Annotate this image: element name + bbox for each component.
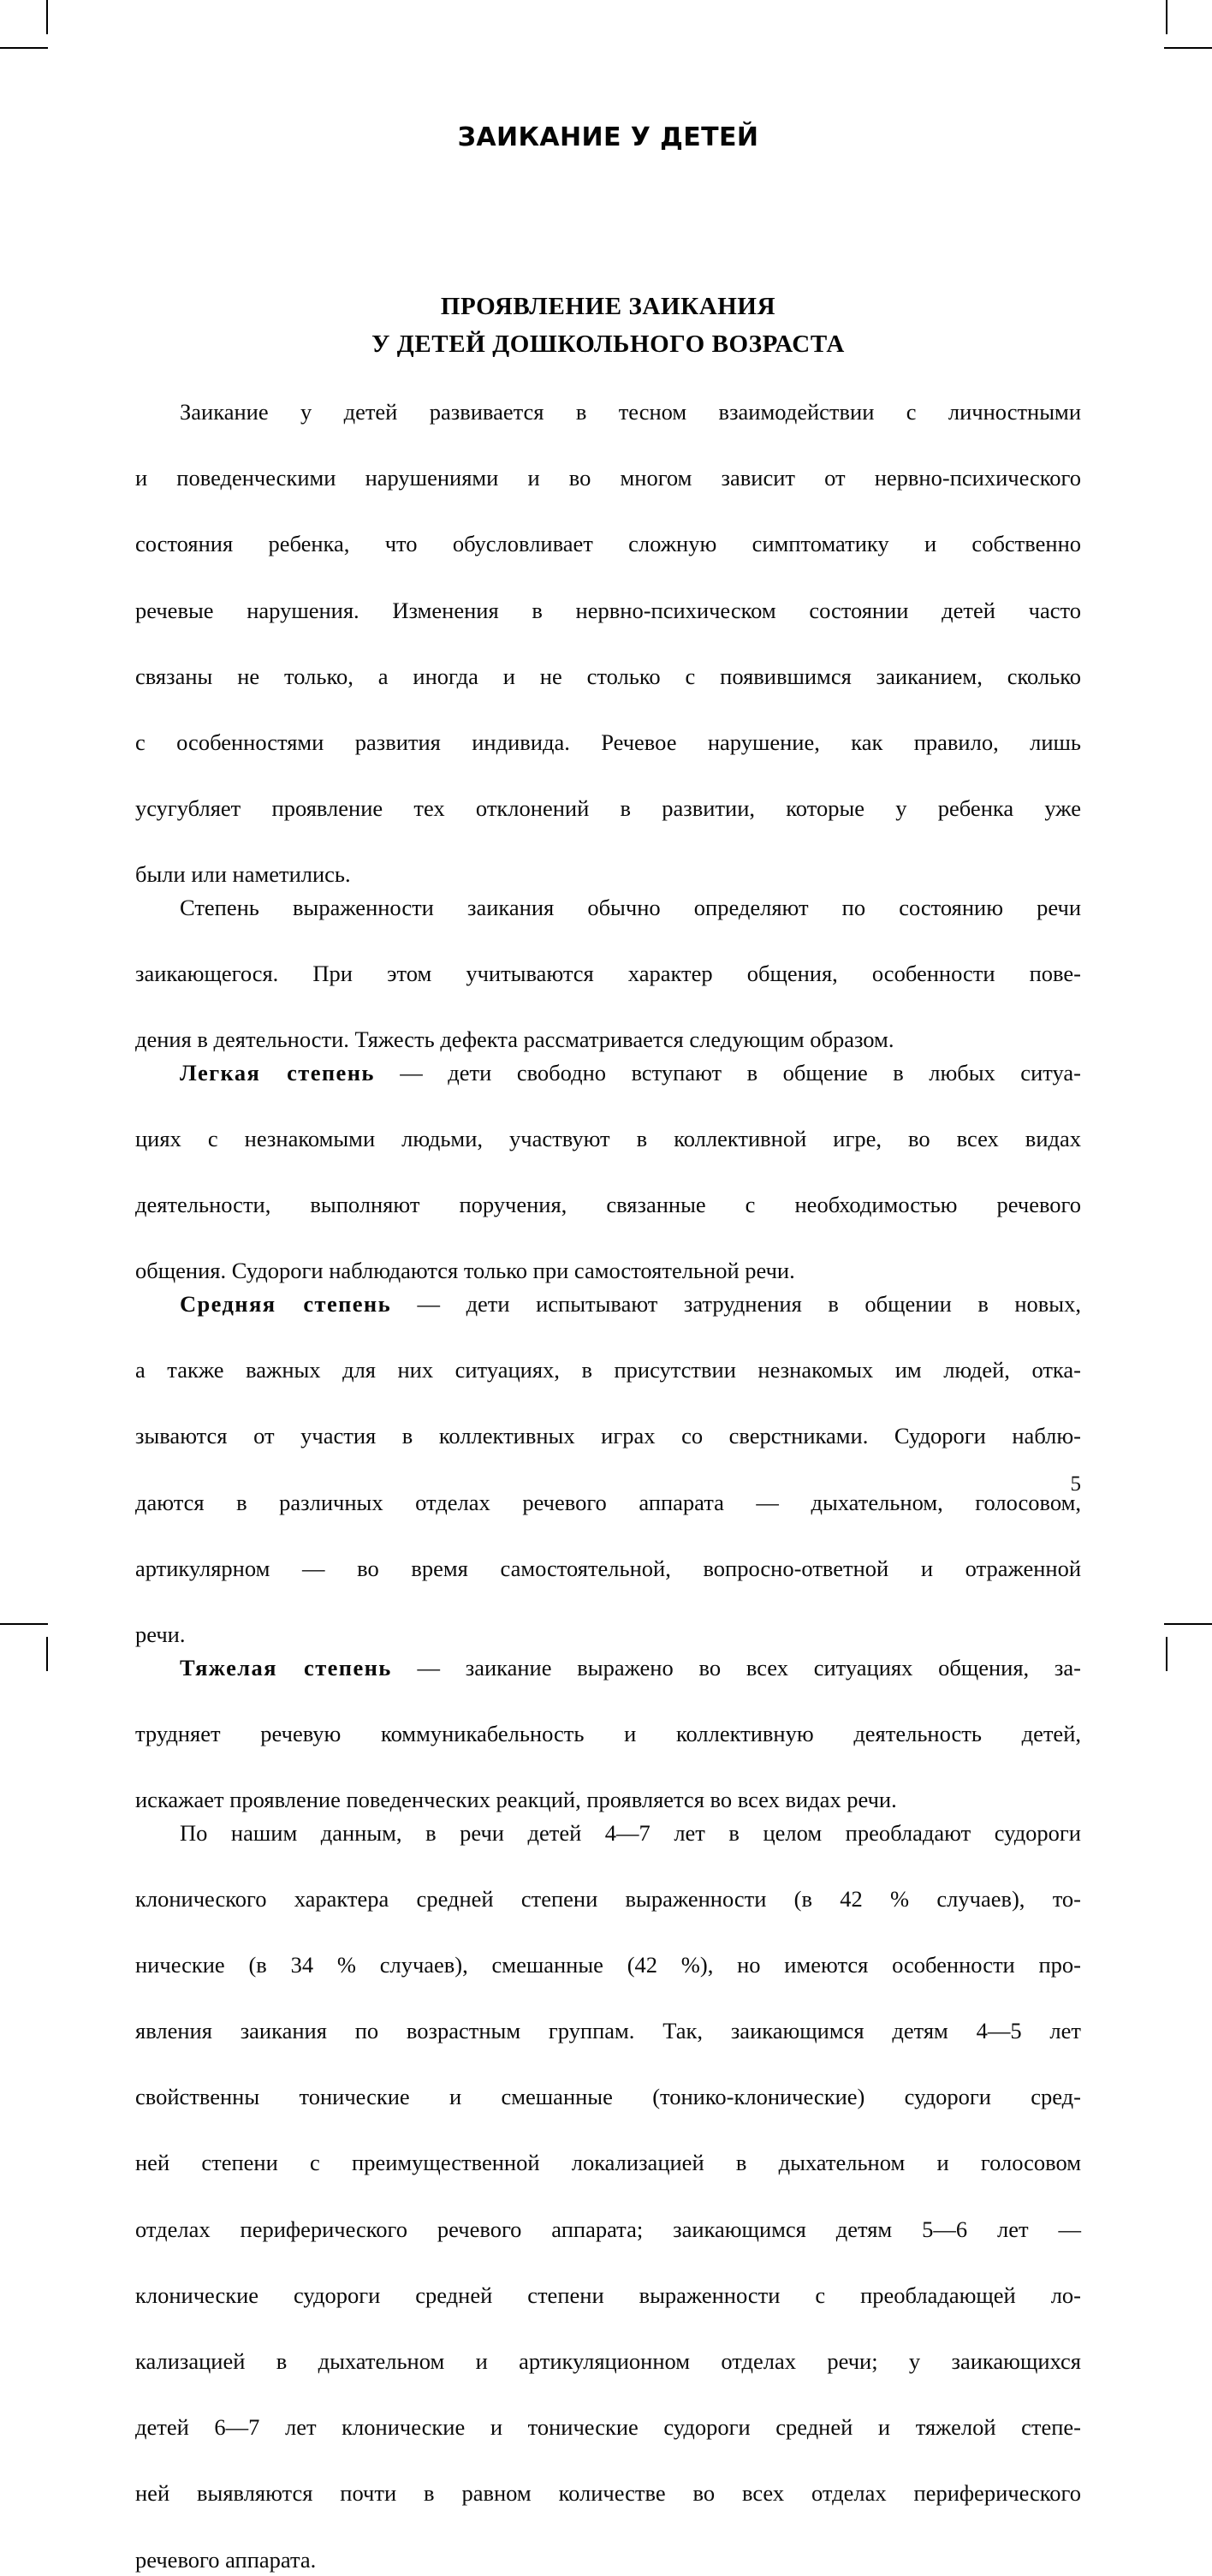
text-line: нические (в 34 % случаев), смешанные (42 %), но имеются особенности про-	[135, 1951, 1081, 1978]
text-line: Средняя степень — дети испытывают затруднения в общении в новых,	[180, 1291, 1081, 1318]
run-in-heading: Тяжелая степень	[180, 1654, 392, 1681]
text-line: ней степени с преимущественной локализацией в дыхательном и голосовом	[135, 2150, 1081, 2176]
text-line: деятельности, выполняют поручения, связанные с необходимостью речевого	[135, 1192, 1081, 1218]
text-line: речи.	[135, 1621, 186, 1647]
text-line: зываются от участия в коллективных играх со сверстниками. Судороги наблю-	[135, 1423, 1081, 1449]
text-line: дения в деятельности. Тяжесть дефекта рассматривается следующим образом.	[135, 1026, 894, 1053]
paragraph	[135, 1817, 1081, 2576]
run-in-heading: Средняя степень	[180, 1291, 392, 1318]
crop-mark-top-right-vertical	[1166, 0, 1167, 34]
crop-mark-bottom-left-vertical	[46, 1637, 48, 1671]
paragraph	[135, 1288, 1081, 1651]
paragraph	[135, 396, 1081, 891]
section-heading	[135, 288, 1081, 363]
crop-mark-top-left-horizontal	[0, 47, 48, 49]
crop-mark-top-right-horizontal	[1164, 47, 1212, 49]
text-line: свойственны тонические и смешанные (тонико-клонические) судороги сред-	[135, 2084, 1081, 2110]
text-line: общения. Судороги наблюдаются только при самостоятельной речи.	[135, 1258, 795, 1284]
text-line: детей 6—7 лет клонические и тонические судороги средней и тяжелой степе-	[135, 2414, 1081, 2441]
section-heading-line-2: У ДЕТЕЙ ДОШКОЛЬНОГО ВОЗРАСТА	[371, 330, 845, 358]
text-line: По нашим данным, в речи детей 4—7 лет в целом преобладают судороги	[180, 1819, 1081, 1846]
text-line: а также важных для них ситуациях, в присутствии незнакомых им людей, отка-	[135, 1357, 1081, 1383]
text-line: состояния ребенка, что обусловливает сложную симптоматику и собственно	[135, 531, 1081, 557]
section-heading-line-1: ПРОЯВЛЕНИЕ ЗАИКАНИЯ	[440, 293, 776, 320]
text-line: речевого аппарата.	[135, 2546, 317, 2573]
text-line: кализацией в дыхательном и артикуляционном отделах речи; у заикающихся	[135, 2348, 1081, 2375]
text-line: были или наметились.	[135, 861, 351, 888]
text-line: ней выявляются почти в равном количестве во всех отделах периферического	[135, 2480, 1081, 2507]
text-line: заикающегося. При этом учитываются характер общения, особенности пове-	[135, 961, 1081, 987]
text-line: Заикание у детей развивается в тесном взаимодействии с личностными	[180, 399, 1081, 425]
text-line: Тяжелая степень — заикание выражено во всех ситуациях общения, за-	[180, 1654, 1081, 1681]
paragraph	[135, 1056, 1081, 1288]
text-line: артикулярном — во время самостоятельной, вопросно-ответной и отраженной	[135, 1555, 1081, 1581]
page-number: 5	[1070, 1472, 1081, 1496]
crop-mark-bottom-right-horizontal	[1164, 1623, 1212, 1625]
crop-mark-bottom-right-vertical	[1166, 1637, 1167, 1671]
run-in-heading: Легкая степень	[180, 1059, 375, 1086]
text-line: усугубляет проявление тех отклонений в развитии, которые у ребенка уже	[135, 795, 1081, 822]
running-title: ЗАИКАНИЕ У ДЕТЕЙ	[457, 122, 759, 152]
text-line: с особенностями развития индивида. Речевое нарушение, как правило, лишь	[135, 729, 1081, 755]
text-line: циях с незнакомыми людьми, участвуют в коллективной игре, во всех видах	[135, 1126, 1081, 1152]
text-line: клонические судороги средней степени выраженности с преобладающей ло-	[135, 2282, 1081, 2308]
text-line: связаны не только, а иногда и не столько с появившимся заиканием, сколько	[135, 663, 1081, 689]
text-line: клонического характера средней степени выраженности (в 42 % случаев), то-	[135, 1885, 1081, 1912]
text-frame	[135, 0, 1081, 2573]
paragraph	[135, 1651, 1081, 1817]
text-line: искажает проявление поведенческих реакций, проявляется во всех видах речи.	[135, 1786, 897, 1812]
text-line: трудняет речевую коммуникабельность и коллективную деятельность детей,	[135, 1720, 1081, 1746]
text-line: даются в различных отделах речевого аппарата — дыхательном, голосовом,	[135, 1489, 1081, 1515]
text-line: явления заикания по возрастным группам. Так, заикающимся детям 4—5 лет	[135, 2018, 1081, 2044]
text-line: отделах периферического речевого аппарата; заикающимся детям 5—6 лет —	[135, 2216, 1081, 2242]
text-line: Степень выраженности заикания обычно определяют по состоянию речи	[180, 894, 1081, 920]
text-line: Легкая степень — дети свободно вступают в общение в любых ситуа-	[180, 1059, 1081, 1086]
text-line: и поведенческими нарушениями и во многом зависит от нервно-психического	[135, 465, 1081, 491]
paragraph	[135, 891, 1081, 1056]
crop-mark-bottom-left-horizontal	[0, 1623, 48, 1625]
text-line: речевые нарушения. Изменения в нервно-психическом состоянии детей часто	[135, 597, 1081, 623]
crop-mark-top-left-vertical	[46, 0, 48, 34]
